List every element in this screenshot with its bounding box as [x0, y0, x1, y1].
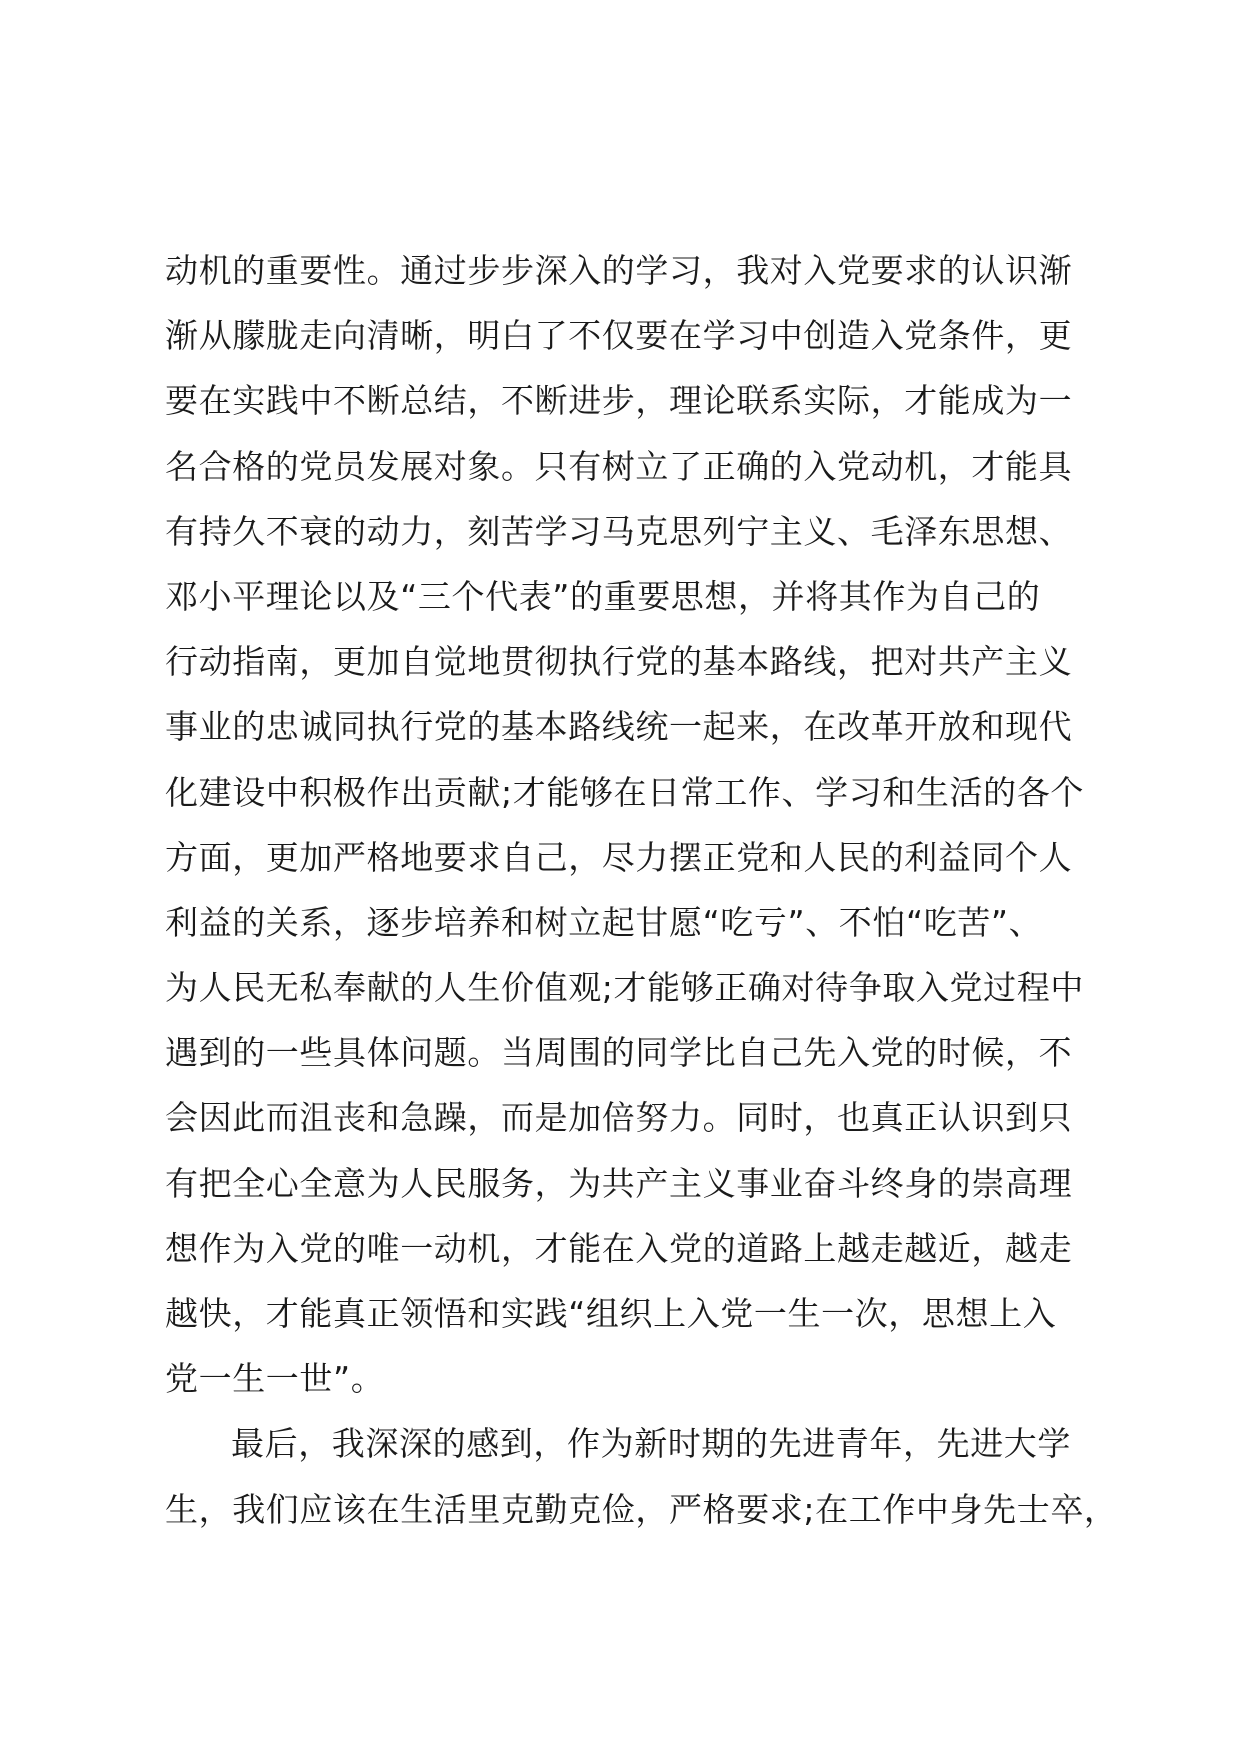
text-line: 遇到的一些具体问题。当周围的同学比自己先入党的时候，不 — [165, 1033, 1073, 1073]
text-line: 化建设中积极作出贡献;才能够在日常工作、学习和生活的各个 — [165, 772, 1084, 812]
text-line: 渐从朦胧走向清晰，明白了不仅要在学习中创造入党条件，更 — [165, 316, 1073, 356]
text-line: 邓小平理论以及“三个代表”的重要思想，并将其作为自己的 — [165, 576, 1041, 616]
text-line: 方面，更加严格地要求自己，尽力摆正党和人民的利益同个人 — [165, 837, 1073, 877]
text-line: 有把全心全意为人民服务，为共产主义事业奋斗终身的崇高理 — [165, 1163, 1073, 1203]
text-line: 事业的忠诚同执行党的基本路线统一起来，在改革开放和现代 — [165, 707, 1073, 747]
text-line: 利益的关系，逐步培养和树立起甘愿“吃亏”、不怕“吃苦”、 — [165, 902, 1043, 942]
text-line: 动机的重要性。通过步步深入的学习，我对入党要求的认识渐 — [165, 251, 1073, 290]
text-line: 为人民无私奉献的人生价值观;才能够正确对待争取入党过程中 — [165, 968, 1084, 1008]
text-line: 有持久不衰的动力，刻苦学习马克思列宁主义、毛泽东思想、 — [165, 511, 1073, 551]
text-line: 会因此而沮丧和急躁，而是加倍努力。同时，也真正认识到只 — [165, 1098, 1073, 1138]
text-line: 行动指南，更加自觉地贯彻执行党的基本路线，把对共产主义 — [165, 642, 1073, 682]
paragraph-start-line: 最后，我深深的感到，作为新时期的先进青年，先进大学 — [231, 1424, 1071, 1464]
text-line: 党一生一世”。 — [165, 1359, 385, 1399]
text-line: 生，我们应该在生活里克勤克俭，严格要求;在工作中身先士卒， — [165, 1489, 1118, 1529]
text-line: 越快，才能真正领悟和实践“组织上入党一生一次，思想上入 — [165, 1294, 1057, 1333]
text-line: 名合格的党员发展对象。只有树立了正确的入党动机，才能具 — [165, 446, 1073, 486]
text-line: 想作为入党的唯一动机，才能在入党的道路上越走越近，越走 — [165, 1228, 1073, 1268]
text-line: 要在实践中不断总结，不断进步，理论联系实际，才能成为一 — [165, 381, 1073, 421]
document-body — [165, 238, 1118, 1542]
